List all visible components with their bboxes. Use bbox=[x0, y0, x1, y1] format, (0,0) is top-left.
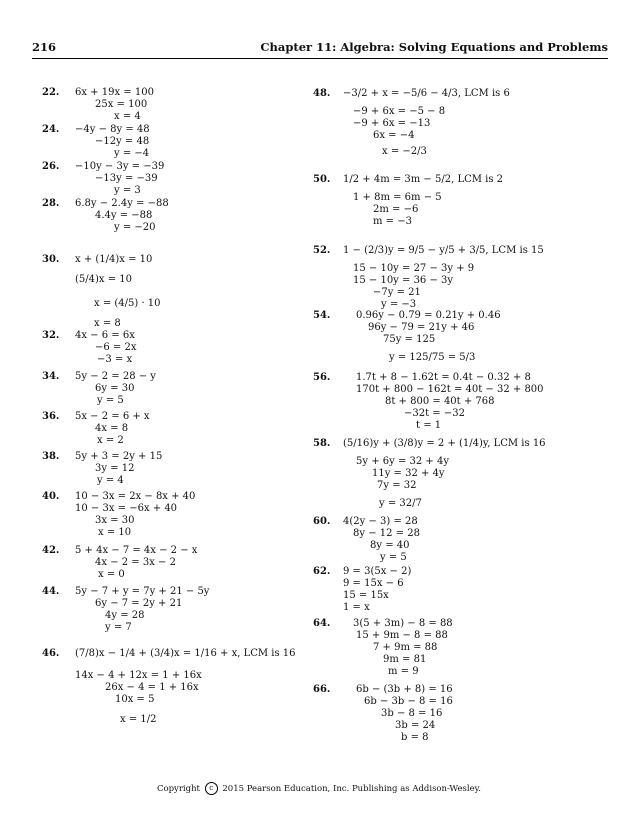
equation-line: 9 = 15x − 6 bbox=[343, 578, 404, 589]
equation-line: 3b − 8 = 16 bbox=[381, 708, 443, 719]
equation-line: 3b = 24 bbox=[395, 720, 436, 731]
equation-line: −4y − 8y = 48 bbox=[75, 124, 150, 135]
equation-line: 7 + 9m = 88 bbox=[373, 642, 438, 653]
equation-line: 4(2y − 3) = 28 bbox=[343, 516, 418, 527]
copyright-label: Copyright bbox=[157, 784, 200, 794]
equation-line: 4x = 8 bbox=[95, 423, 129, 434]
equation-line: 6b − (3b + 8) = 16 bbox=[356, 684, 453, 695]
problem-number: 40. bbox=[42, 491, 60, 502]
equation-line: m = 9 bbox=[388, 666, 419, 677]
equation-line: 5 + 4x − 7 = 4x − 2 − x bbox=[75, 545, 198, 556]
equation-line: y = 5 bbox=[380, 552, 407, 563]
equation-line: (5/4)x = 10 bbox=[75, 274, 132, 285]
equation-line: x + (1/4)x = 10 bbox=[75, 254, 153, 265]
equation-line: 5y − 2 = 28 − y bbox=[75, 371, 156, 382]
equation-line: y = −3 bbox=[381, 299, 417, 310]
problem-number: 66. bbox=[313, 684, 331, 695]
problem-number: 30. bbox=[42, 254, 60, 265]
problem-number: 28. bbox=[42, 198, 60, 209]
equation-line: −9 + 6x = −5 − 8 bbox=[353, 106, 446, 117]
equation-line: x = 2 bbox=[97, 435, 124, 446]
equation-line: 75y = 125 bbox=[383, 334, 436, 345]
equation-line: 6x = −4 bbox=[373, 130, 415, 141]
equation-line: x = 1/2 bbox=[120, 714, 157, 725]
equation-line: 5y + 6y = 32 + 4y bbox=[356, 456, 449, 467]
problem-number: 34. bbox=[42, 371, 60, 382]
equation-line: 4x − 2 = 3x − 2 bbox=[95, 557, 176, 568]
equation-line: 96y − 79 = 21y + 46 bbox=[368, 322, 475, 333]
equation-line: −10y − 3y = −39 bbox=[75, 161, 165, 172]
problem-number: 44. bbox=[42, 586, 60, 597]
problem-number: 56. bbox=[313, 372, 331, 383]
equation-line: y = −20 bbox=[114, 222, 156, 233]
problem-number: 26. bbox=[42, 161, 60, 172]
equation-line: m = −3 bbox=[373, 216, 412, 227]
equation-line: −6 = 2x bbox=[95, 342, 137, 353]
equation-line: 4.4y = −88 bbox=[95, 210, 153, 221]
problem-number: 24. bbox=[42, 124, 60, 135]
copyright-text: 2015 Pearson Education, Inc. Publishing as Addison-Wesley. bbox=[222, 784, 481, 794]
equation-line: y = −4 bbox=[114, 148, 150, 159]
equation-line: −7y = 21 bbox=[373, 287, 421, 298]
equation-line: 3(5 + 3m) − 8 = 88 bbox=[353, 618, 453, 629]
equation-line: 10x = 5 bbox=[115, 694, 155, 705]
equation-line: 15 = 15x bbox=[343, 590, 389, 601]
equation-line: 10 − 3x = −6x + 40 bbox=[75, 503, 178, 514]
equation-line: y = 3 bbox=[114, 185, 141, 196]
equation-line: b = 8 bbox=[401, 732, 429, 743]
equation-line: 11y = 32 + 4y bbox=[372, 468, 445, 479]
equation-line: 1/2 + 4m = 3m − 5/2, LCM is 2 bbox=[343, 174, 504, 185]
equation-line: 5y − 7 + y = 7y + 21 − 5y bbox=[75, 586, 210, 597]
equation-line: y = 7 bbox=[105, 622, 132, 633]
copyright-symbol: c bbox=[205, 782, 218, 795]
chapter-title: Chapter 11: Algebra: Solving Equations and Problems bbox=[260, 40, 608, 54]
problem-number: 54. bbox=[313, 310, 331, 321]
problem-number: 50. bbox=[313, 174, 331, 185]
equation-line: 26x − 4 = 1 + 16x bbox=[105, 682, 199, 693]
equation-line: y = 5 bbox=[97, 395, 124, 406]
equation-line: 1 + 8m = 6m − 5 bbox=[353, 192, 442, 203]
problem-number: 36. bbox=[42, 411, 60, 422]
problem-number: 48. bbox=[313, 88, 331, 99]
problem-number: 32. bbox=[42, 330, 60, 341]
equation-line: 1.7t + 8 − 1.62t = 0.4t − 0.32 + 8 bbox=[356, 372, 531, 383]
equation-line: 8y − 12 = 28 bbox=[353, 528, 420, 539]
equation-line: −12y = 48 bbox=[95, 136, 150, 147]
equation-line: 0.96y − 0.79 = 0.21y + 0.46 bbox=[356, 310, 501, 321]
equation-line: (5/16)y + (3/8)y = 2 + (1/4)y, LCM is 16 bbox=[343, 438, 546, 449]
equation-line: 2m = −6 bbox=[373, 204, 419, 215]
equation-line: 14x − 4 + 12x = 1 + 16x bbox=[75, 670, 202, 681]
equation-line: 9m = 81 bbox=[383, 654, 427, 665]
problem-number: 46. bbox=[42, 648, 60, 659]
equation-line: 1 = x bbox=[343, 602, 370, 613]
equation-line: 8t + 800 = 40t + 768 bbox=[385, 396, 495, 407]
equation-line: 4y = 28 bbox=[105, 610, 145, 621]
problem-number: 42. bbox=[42, 545, 60, 556]
equation-line: 25x = 100 bbox=[95, 99, 148, 110]
equation-line: −13y = −39 bbox=[95, 173, 158, 184]
equation-line: x = 0 bbox=[98, 569, 125, 580]
equation-line: x = −2/3 bbox=[382, 146, 427, 157]
problem-number: 52. bbox=[313, 245, 331, 256]
problem-number: 60. bbox=[313, 516, 331, 527]
equation-line: t = 1 bbox=[416, 420, 442, 431]
equation-line: 4x − 6 = 6x bbox=[75, 330, 135, 341]
equation-line: x = 10 bbox=[98, 527, 132, 538]
equation-line: 10 − 3x = 2x − 8x + 40 bbox=[75, 491, 196, 502]
equation-line: 6b − 3b − 8 = 16 bbox=[364, 696, 453, 707]
equation-line: 15 − 10y = 27 − 3y + 9 bbox=[353, 263, 475, 274]
equation-line: −32t = −32 bbox=[404, 408, 465, 419]
equation-line: 6.8y − 2.4y = −88 bbox=[75, 198, 169, 209]
equation-line: 8y = 40 bbox=[370, 540, 410, 551]
equation-line: 5x − 2 = 6 + x bbox=[75, 411, 150, 422]
header-rule bbox=[32, 58, 608, 59]
equation-line: −9 + 6x = −13 bbox=[353, 118, 431, 129]
equation-line: 3y = 12 bbox=[95, 463, 135, 474]
equation-line: y = 4 bbox=[97, 475, 124, 486]
equation-line: y = 125/75 = 5/3 bbox=[389, 352, 476, 363]
equation-line: 1 − (2/3)y = 9/5 − y/5 + 3/5, LCM is 15 bbox=[343, 245, 544, 256]
equation-line: 170t + 800 − 162t = 40t − 32 + 800 bbox=[356, 384, 544, 395]
equation-line: −3 = x bbox=[97, 354, 133, 365]
problem-number: 64. bbox=[313, 618, 331, 629]
equation-line: x = 4 bbox=[114, 111, 141, 122]
equation-line: y = 32/7 bbox=[379, 498, 422, 509]
page-number: 216 bbox=[32, 40, 57, 54]
copyright-footer bbox=[0, 782, 638, 795]
equation-line: 9 = 3(5x − 2) bbox=[343, 566, 412, 577]
problem-number: 62. bbox=[313, 566, 331, 577]
equation-line: 6x + 19x = 100 bbox=[75, 87, 154, 98]
equation-line: 15 + 9m − 8 = 88 bbox=[356, 630, 448, 641]
problem-number: 38. bbox=[42, 451, 60, 462]
equation-line: (7/8)x − 1/4 + (3/4)x = 1/16 + x, LCM is 16 bbox=[75, 648, 296, 659]
equation-line: 6y = 30 bbox=[95, 383, 135, 394]
equation-line: x = (4/5) · 10 bbox=[94, 298, 161, 309]
equation-line: 3x = 30 bbox=[95, 515, 135, 526]
equation-line: 6y − 7 = 2y + 21 bbox=[95, 598, 183, 609]
equation-line: −3/2 + x = −5/6 − 4/3, LCM is 6 bbox=[343, 88, 510, 99]
problem-number: 22. bbox=[42, 87, 60, 98]
equation-line: x = 8 bbox=[94, 318, 121, 329]
problem-number: 58. bbox=[313, 438, 331, 449]
equation-line: 15 − 10y = 36 − 3y bbox=[353, 275, 454, 286]
equation-line: 7y = 32 bbox=[377, 480, 417, 491]
equation-line: 5y + 3 = 2y + 15 bbox=[75, 451, 163, 462]
